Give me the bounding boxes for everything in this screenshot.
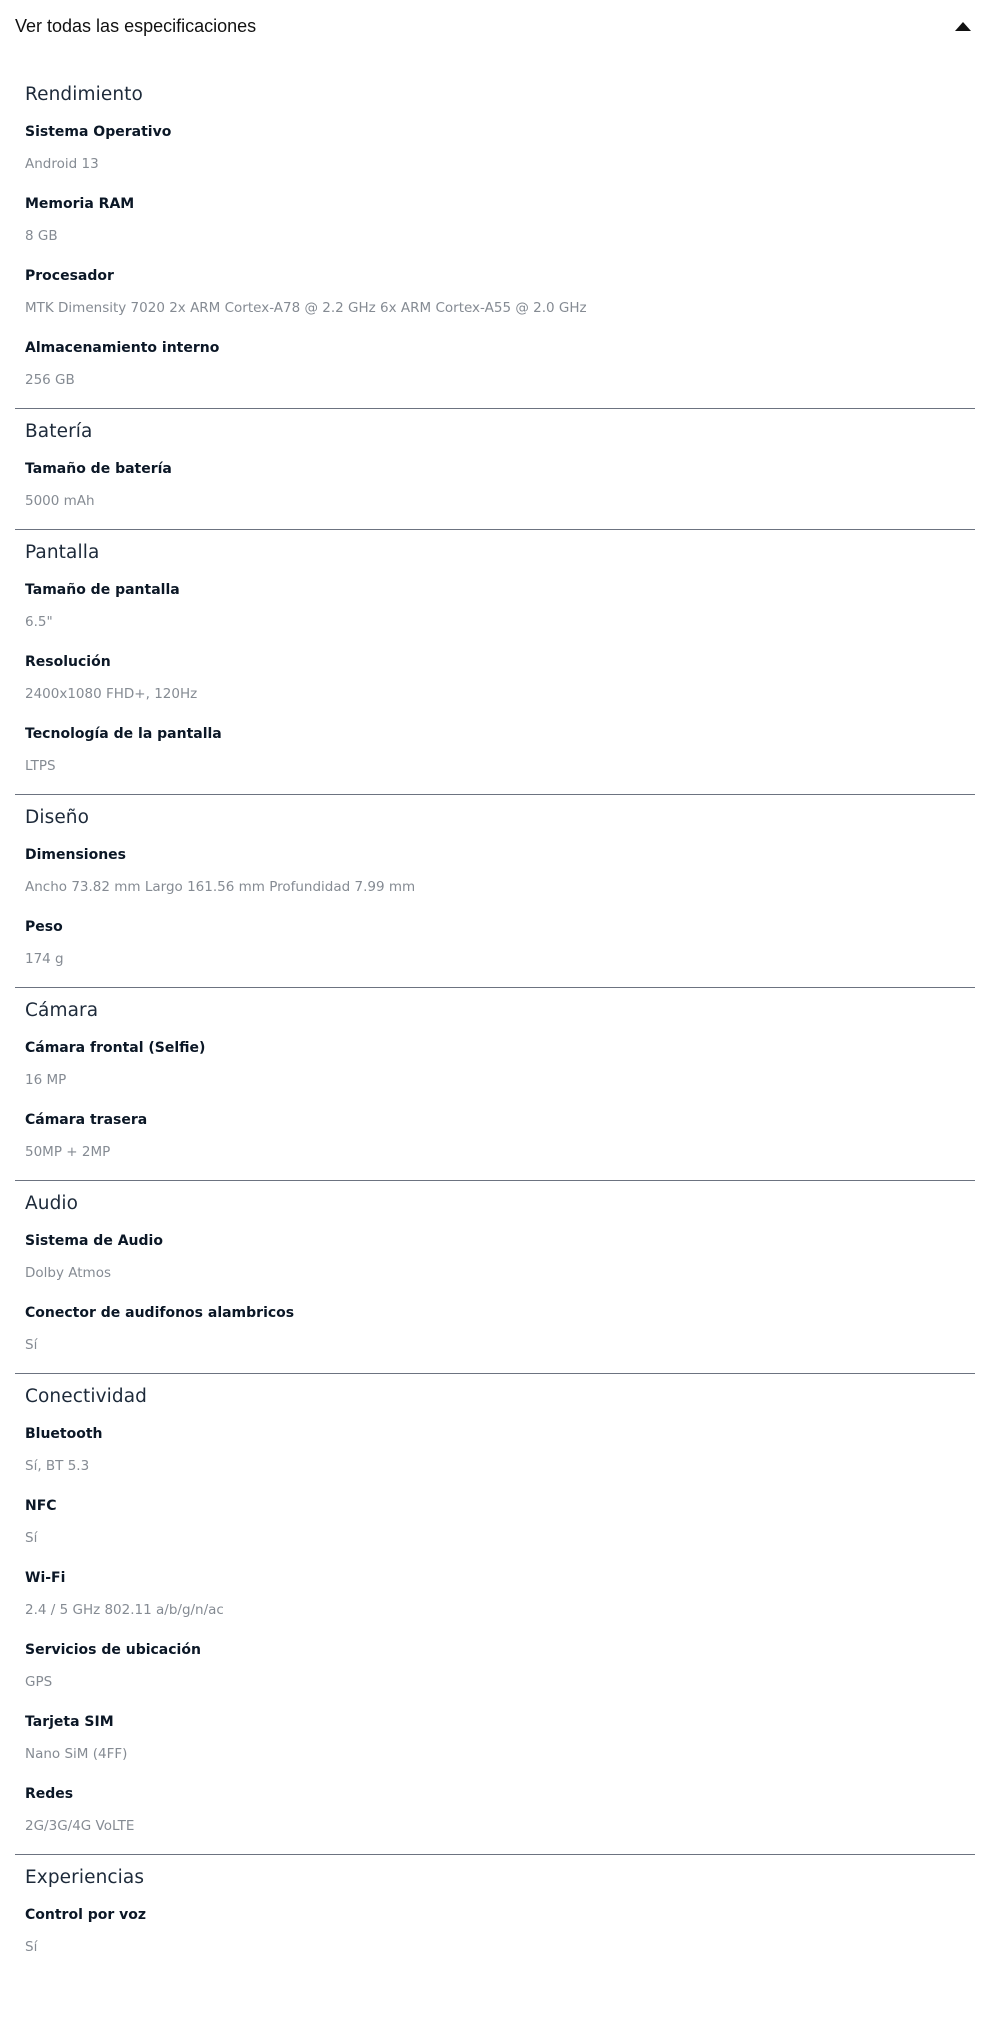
section-title: Conectividad: [25, 1386, 148, 1407]
spec-item: [25, 1903, 975, 1975]
spec-label: Control por voz: [25, 1907, 147, 1923]
spec-label: Almacenamiento interno: [25, 340, 220, 356]
spec-label: Tarjeta SIM: [25, 1714, 114, 1730]
spec-item: [25, 192, 975, 264]
spec-item: [25, 1638, 975, 1710]
caret-up-icon[interactable]: [955, 22, 971, 31]
spec-value: Sí: [25, 1530, 38, 1546]
spec-value: Sí, BT 5.3: [25, 1458, 90, 1474]
specs-accordion-toggle[interactable]: [15, 0, 975, 52]
spec-item: [25, 578, 975, 650]
spec-label: Wi-Fi: [25, 1570, 66, 1586]
spec-value: Sí: [25, 1939, 38, 1955]
spec-label: Procesador: [25, 268, 114, 284]
spec-section: [15, 1854, 975, 1975]
spec-item: [25, 1108, 975, 1180]
spec-item: [25, 1782, 975, 1854]
spec-value: 8 GB: [25, 228, 58, 244]
spec-section: [15, 794, 975, 987]
spec-item: [25, 722, 975, 794]
spec-item: [25, 1422, 975, 1494]
spec-value: 6.5": [25, 614, 53, 630]
spec-item: [25, 843, 975, 915]
spec-section: [15, 1373, 975, 1854]
spec-label: Dimensiones: [25, 847, 127, 863]
spec-label: NFC: [25, 1498, 57, 1514]
section-title: Audio: [25, 1193, 79, 1214]
spec-label: Tecnología de la pantalla: [25, 726, 222, 742]
spec-value: Android 13: [25, 156, 99, 172]
spec-value: GPS: [25, 1674, 53, 1690]
spec-value: 2G/3G/4G VoLTE: [25, 1818, 135, 1834]
spec-value: 2.4 / 5 GHz 802.11 a/b/g/n/ac: [25, 1602, 224, 1618]
spec-item: [25, 336, 975, 408]
spec-label: Sistema Operativo: [25, 124, 172, 140]
spec-label: Sistema de Audio: [25, 1233, 163, 1249]
spec-value: Nano SiM (4FF): [25, 1746, 128, 1762]
spec-item: [25, 915, 975, 987]
spec-label: Cámara trasera: [25, 1112, 148, 1128]
spec-value: MTK Dimensity 7020 2x ARM Cortex-A78 @ 2.2 GHz 6x ARM Cortex-A55 @ 2.0 GHz: [25, 300, 587, 316]
spec-label: Peso: [25, 919, 63, 935]
section-title: Rendimiento: [25, 84, 143, 105]
spec-value: Sí: [25, 1337, 38, 1353]
section-title: Diseño: [25, 807, 90, 828]
spec-item: [25, 264, 975, 336]
spec-value: 174 g: [25, 951, 64, 967]
spec-item: [25, 1036, 975, 1108]
spec-value: 5000 mAh: [25, 493, 95, 509]
section-title: Cámara: [25, 1000, 99, 1021]
spec-item: [25, 120, 975, 192]
spec-section: [15, 987, 975, 1180]
spec-item: [25, 457, 975, 529]
spec-item: [25, 1494, 975, 1566]
spec-section: [15, 1180, 975, 1373]
spec-label: Conector de audifonos alambricos: [25, 1305, 295, 1321]
section-title: Experiencias: [25, 1867, 145, 1888]
spec-value: 256 GB: [25, 372, 75, 388]
spec-label: Tamaño de batería: [25, 461, 172, 477]
section-title: Batería: [25, 421, 93, 442]
spec-value: Ancho 73.82 mm Largo 161.56 mm Profundidad 7.99 mm: [25, 879, 416, 895]
spec-value: Dolby Atmos: [25, 1265, 111, 1281]
spec-item: [25, 1229, 975, 1301]
section-title: Pantalla: [25, 542, 100, 563]
spec-section: [15, 72, 975, 408]
spec-label: Cámara frontal (Selfie): [25, 1040, 206, 1056]
spec-label: Servicios de ubicación: [25, 1642, 201, 1658]
spec-section: [15, 408, 975, 529]
spec-label: Memoria RAM: [25, 196, 135, 212]
spec-section: [15, 529, 975, 794]
spec-item: [25, 1301, 975, 1373]
accordion-title: Ver todas las especificaciones: [15, 16, 257, 36]
spec-label: Tamaño de pantalla: [25, 582, 180, 598]
spec-label: Redes: [25, 1786, 74, 1802]
spec-value: 50MP + 2MP: [25, 1144, 111, 1160]
spec-item: [25, 1566, 975, 1638]
spec-value: 2400x1080 FHD+, 120Hz: [25, 686, 198, 702]
spec-value: LTPS: [25, 758, 56, 774]
spec-label: Resolución: [25, 654, 111, 670]
spec-item: [25, 650, 975, 722]
spec-value: 16 MP: [25, 1072, 67, 1088]
specs-list: [15, 72, 975, 1975]
spec-item: [25, 1710, 975, 1782]
spec-label: Bluetooth: [25, 1426, 103, 1442]
